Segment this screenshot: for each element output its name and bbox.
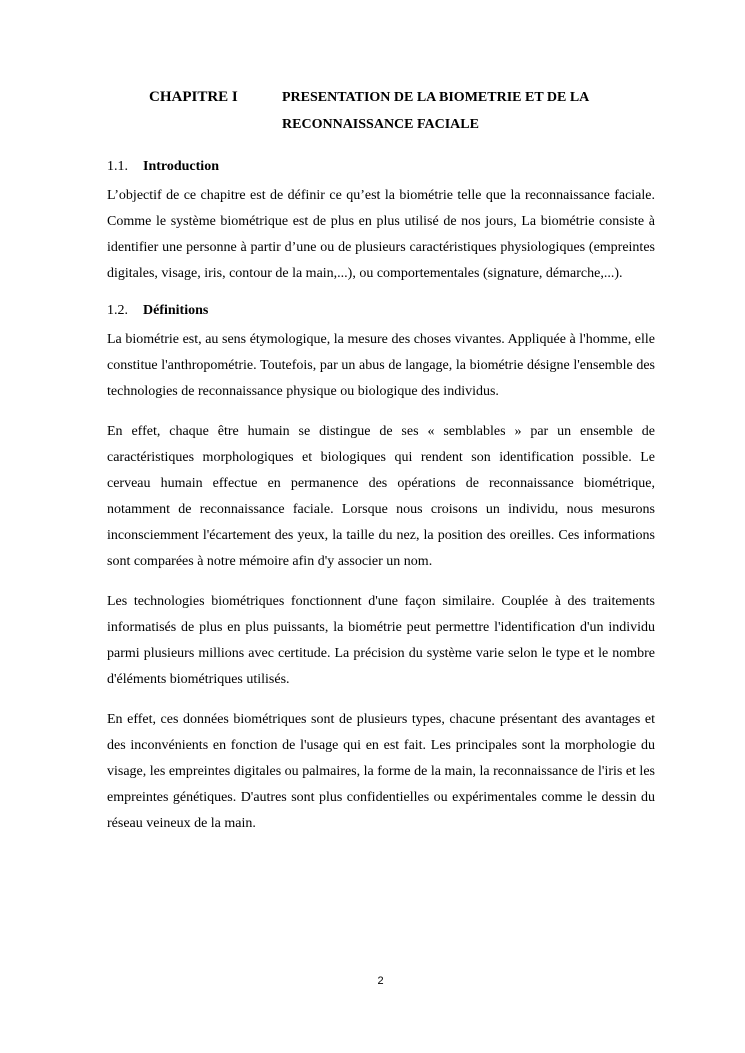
chapter-title-line2: RECONNAISSANCE FACIALE: [282, 117, 479, 132]
paragraph: L’objectif de ce chapitre est de définir ce qu’est la biométrie telle que la reconnaissance faciale. Comme le système biométrique est de plus en plus utilisé de nos jours, La biométrie consiste à identifier une personne à partir d’une ou de plusieurs caractéristiques physiologiques (empreintes digitales, visage, iris, contour de la main,...), ou comportementales (signature, démarche,...).: [107, 188, 655, 281]
document-body: [107, 157, 655, 851]
section-title: Définitions: [143, 303, 209, 318]
chapter-label: CHAPITRE I: [149, 89, 238, 105]
section-heading: [107, 301, 655, 327]
section-number: 1.1.: [107, 159, 128, 174]
paragraph: La biométrie est, au sens étymologique, la mesure des choses vivantes. Appliquée à l'homme, elle constitue l'anthropométrie. Toutefois, par un abus de langage, la biométrie désigne l'ensemble des technologies de reconnaissance physique ou biologique des individus.: [107, 332, 655, 399]
section-title: Introduction: [143, 159, 219, 174]
paragraph: En effet, ces données biométriques sont de plusieurs types, chacune présentant des avantages et des inconvénients en fonction de l'usage qui en est fait. Les principales sont la morphologie du visage, les empreintes digitales ou palmaires, la forme de la main, la reconnaissance de l'iris et les empreintes génétiques. D'autres sont plus confidentielles ou expérimentales comme le dessin du réseau veineux de la main.: [107, 712, 655, 831]
section-heading: [107, 157, 655, 183]
section-definitions: [107, 301, 655, 837]
paragraph: En effet, chaque être humain se distingue de ses « semblables » par un ensemble de caractéristiques morphologiques et biologiques qui rendent son identification possible. Le cerveau humain effectue en permanence des opérations de reconnaissance biométrique, notamment de reconnaissance faciale. Lorsque nous croisons un individu, nous mesurons inconsciemment l'écartement des yeux, la taille du nez, la position des oreilles. Ces informations sont comparées à notre mémoire afin d'y associer un nom.: [107, 424, 655, 569]
paragraph: Les technologies biométriques fonctionnent d'une façon similaire. Couplée à des traitements informatisés de plus en plus puissants, la biométrie peut permettre l'identification d'un individu parmi plusieurs millions avec certitude. La précision du système varie selon le type et le nombre d'éléments biométriques utilisés.: [107, 594, 655, 687]
page-number: 2: [377, 975, 384, 987]
chapter-title-line1: PRESENTATION DE LA BIOMETRIE ET DE LA: [282, 90, 590, 105]
section-introduction: [107, 157, 655, 287]
section-number: 1.2.: [107, 303, 128, 318]
chapter-heading: [0, 89, 745, 132]
